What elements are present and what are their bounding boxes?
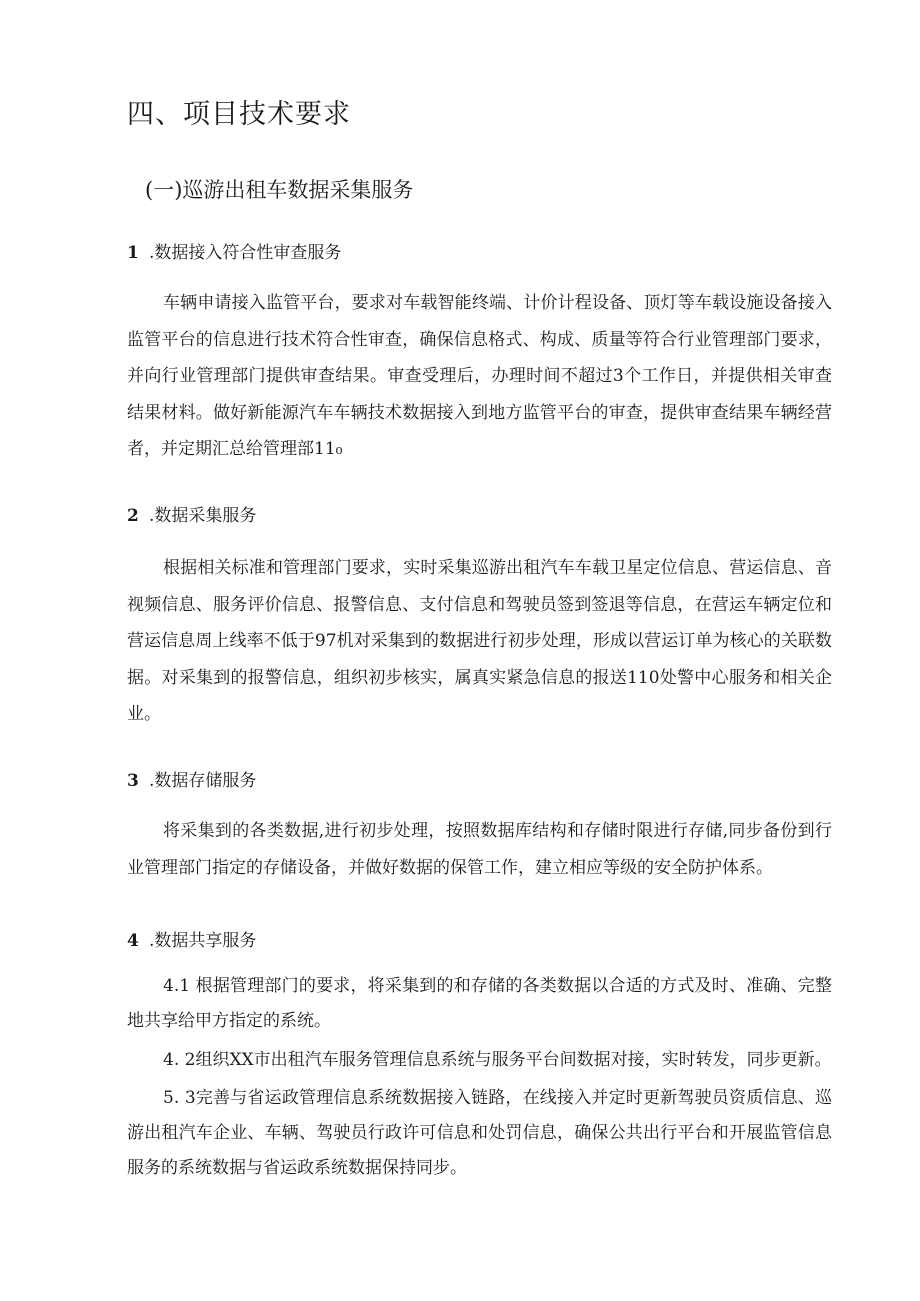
- section-number: 3: [127, 771, 139, 791]
- section-heading-3: [127, 768, 256, 794]
- section-heading-4: [127, 928, 256, 954]
- paragraph: 4. 2组织XX市出租汽车服务管理信息系统与服务平台间数据对接，实时转发，同步更新。: [163, 1050, 832, 1070]
- subtitle: (一)巡游出租车数据采集服务: [145, 178, 414, 202]
- section-number: 1: [127, 243, 139, 263]
- section-title: .数据接入符合性审查服务: [149, 243, 342, 263]
- paragraph: 4.1 根据管理部门的要求，将采集到的和存储的各类数据以合适的方式及时、准确、完整地共享给甲方指定的系统。: [127, 976, 832, 1031]
- section-title: .数据共享服务: [149, 931, 257, 951]
- section-title: .数据采集服务: [149, 506, 257, 526]
- section-number: 4: [127, 931, 139, 951]
- page-title: 四、项目技术要求: [127, 99, 351, 130]
- paragraph: 车辆申请接入监管平台，要求对车载智能终端、计价计程设备、顶灯等车载设施设备接入监管平台的信息进行技术符合性审查，确保信息格式、构成、质量等符合行业管理部门要求，并向行业管理部门提供审查结果。审查受理后，办理时间不超过3个工作日，并提供相关审查结果材料。做好新能源汽车车辆技术数据接入到地方监管平台的审查，提供审查结果车辆经营者，并定期汇总给管理部11₀: [127, 293, 832, 459]
- section-heading-2: [127, 503, 256, 529]
- section-title: .数据存储服务: [149, 771, 257, 791]
- paragraph: 将采集到的各类数据,进行初步处理，按照数据库结构和存储时限进行存储,同步备份到行业管理部门指定的存储设备，并做好数据的保管工作，建立相应等级的安全防护体系。: [127, 821, 832, 878]
- section-heading-1: [127, 240, 341, 266]
- section-number: 2: [127, 506, 139, 526]
- paragraph: 根据相关标准和管理部门要求，实时采集巡游出租汽车车载卫星定位信息、营运信息、音视频信息、服务评价信息、报警信息、支付信息和驾驶员签到签退等信息，在营运车辆定位和营运信息周上线率不低于97机对采集到的数据进行初步处理，形成以营运订单为核心的关联数据。对采集到的报警信息，组织初步核实，属真实紧急信息的报送110处警中心服务和相关企业。: [127, 558, 832, 724]
- paragraph: 5. 3完善与省运政管理信息系统数据接入链路，在线接入并定时更新驾驶员资质信息、巡游出租汽车企业、车辆、驾驶员行政许可信息和处罚信息，确保公共出行平台和开展监管信息服务的系统数据与省运政系统数据保持同步。: [127, 1088, 832, 1178]
